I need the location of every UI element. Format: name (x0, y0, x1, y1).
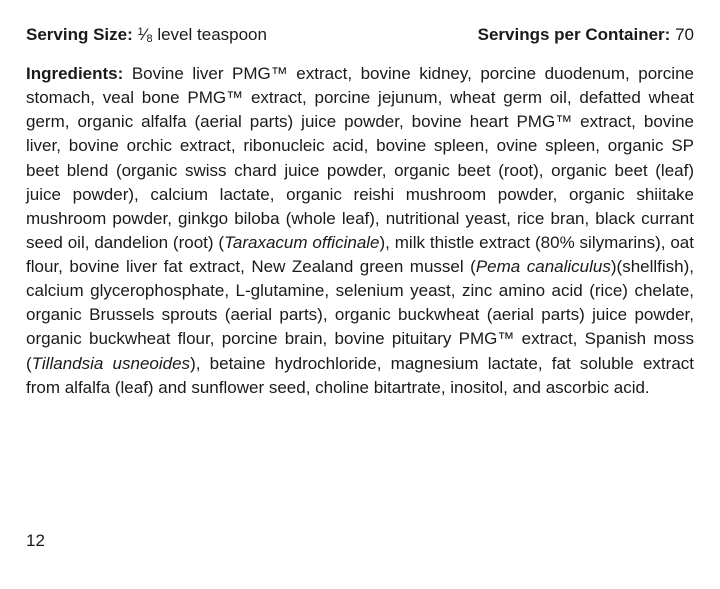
fraction-denominator: 8 (146, 33, 153, 45)
fraction-numerator: 1 (137, 26, 144, 38)
ingredients-italic-pema: Pema canaliculus (475, 257, 611, 277)
ingredients-text-3: )(shellfish), calcium glycerophosphate, L-glutamine, selenium yeast, zinc amino acid (rice) chelate, organic Brussels sprouts (aerial parts), organic buckwheat (aerial parts) juice powder, organic buckwheat flour, porcine brain, bovine pituitary PMG™ extract, Spanish moss ( (26, 257, 694, 373)
serving-size-fraction (138, 24, 153, 46)
servings-per-container-label: Servings per Container: (477, 25, 671, 44)
ingredients-italic-tillandsia: Tillandsia usneoides (31, 353, 191, 373)
ingredients-text-2: ), milk thistle extract (80% silymarins), oat flour, bovine liver fat extract, New Zealand green mussel ( (26, 232, 694, 277)
ingredients-label: Ingredients: (26, 64, 124, 84)
ingredients-paragraph (26, 62, 694, 400)
serving-size (26, 24, 267, 46)
fraction-slash: ⁄ (143, 25, 147, 44)
serving-size-label: Serving Size: (26, 25, 133, 44)
ingredients-text-1: Bovine liver PMG™ extract, bovine kidney, porcine duodenum, porcine stomach, veal bone PMG™ extract, porcine jejunum, wheat germ oil, defatted wheat germ, organic alfalfa (aerial parts) juice powder, bovine heart PMG™ extract, bovine liver, bovine orchic extract, ribonucleic acid, bovine spleen, ovine spleen, organic SP beet blend (organic swiss chard juice powder, organic beet (root), organic beet (leaf) juice powder), calcium lactate, organic reishi mushroom powder, organic shiitake mushroom powder, ginkgo biloba (whole leaf), nutritional yeast, rice bran, black currant seed oil, dandelion (root) ( (26, 64, 694, 252)
page-number: 12 (26, 531, 45, 550)
ingredients-italic-taraxacum: Taraxacum officinale (224, 232, 380, 252)
serving-info-row (26, 24, 694, 46)
ingredients-text-4: ), betaine hydrochloride, magnesium lactate, fat soluble extract from alfalfa (leaf) and sunflower seed, choline bitartrate, inositol, and ascorbic acid. (26, 353, 694, 397)
servings-per-container-value: 70 (675, 25, 694, 44)
serving-size-unit: level teaspoon (157, 25, 267, 44)
servings-per-container (478, 24, 694, 46)
